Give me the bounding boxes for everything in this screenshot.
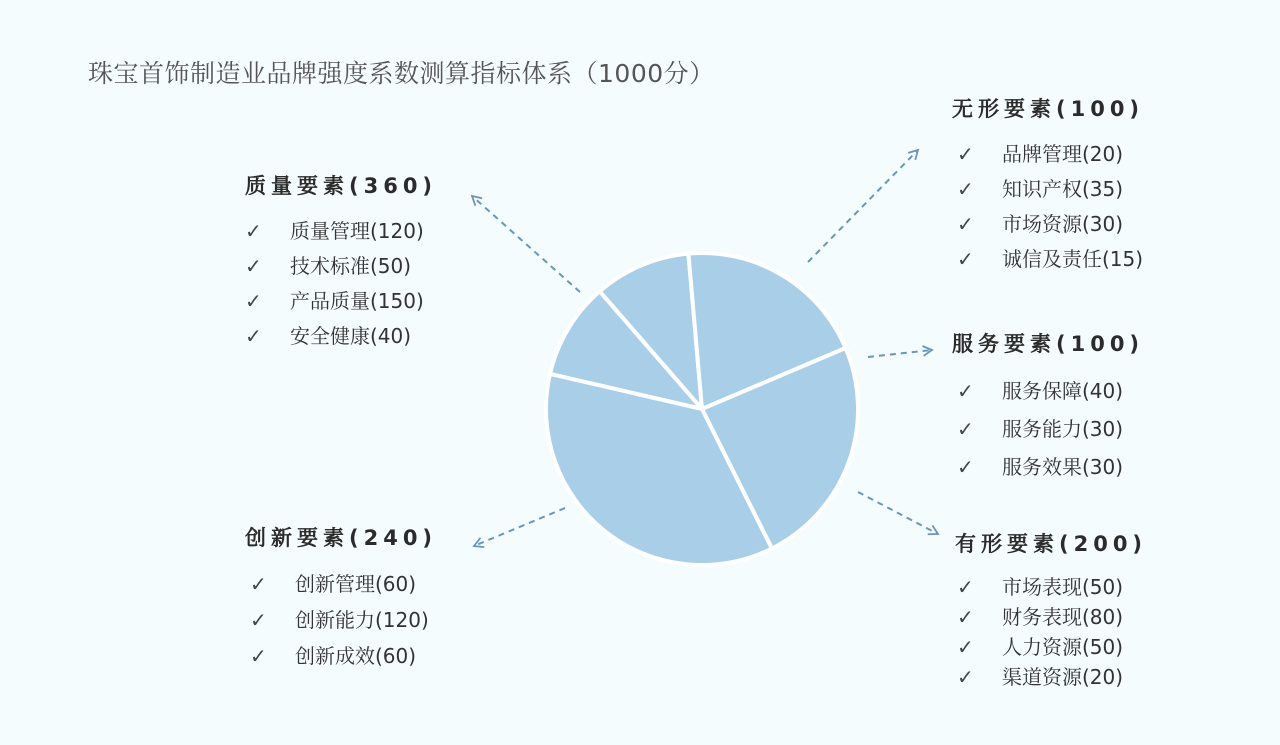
list-item: ✓ 人力资源(50) xyxy=(957,632,1147,662)
list-item: ✓ 市场表现(50) xyxy=(957,572,1147,602)
check-icon: ✓ xyxy=(957,635,974,659)
check-icon: ✓ xyxy=(245,289,262,313)
check-icon: ✓ xyxy=(245,324,262,348)
service-title: 服务要素(100) xyxy=(952,332,1145,356)
check-icon: ✓ xyxy=(957,575,974,599)
tangible-title: 有形要素(200) xyxy=(955,532,1148,556)
list-item: ✓ 质量管理(120) xyxy=(245,214,437,249)
chart-title: 珠宝首饰制造业品牌强度系数测算指标体系（1000分） xyxy=(88,59,715,88)
list-item: ✓ 市场资源(30) xyxy=(957,207,1144,242)
list-item: ✓ 渠道资源(20) xyxy=(957,662,1147,692)
check-icon: ✓ xyxy=(957,417,974,441)
list-item: ✓ 服务能力(30) xyxy=(957,410,1144,448)
check-icon: ✓ xyxy=(957,212,974,236)
list-item: ✓ 服务效果(30) xyxy=(957,448,1144,486)
list-item: ✓ 创新成效(60) xyxy=(250,638,437,674)
check-icon: ✓ xyxy=(957,665,974,689)
quality-title: 质量要素(360) xyxy=(245,174,438,198)
arrow-tangible xyxy=(858,492,938,534)
intangible-group xyxy=(952,93,1144,277)
list-item: ✓ 品牌管理(20) xyxy=(957,137,1144,172)
check-icon: ✓ xyxy=(245,219,262,243)
list-item: ✓ 技术标准(50) xyxy=(245,249,437,284)
arrow-innovation xyxy=(474,508,565,546)
arrow-service xyxy=(868,350,932,357)
arrow-quality xyxy=(472,196,580,292)
innovation-title: 创新要素(240) xyxy=(245,526,438,550)
list-item: ✓ 服务保障(40) xyxy=(957,372,1144,410)
list-item: ✓ 知识产权(35) xyxy=(957,172,1144,207)
check-icon: ✓ xyxy=(250,572,267,596)
quality-group xyxy=(245,170,437,354)
check-icon: ✓ xyxy=(957,177,974,201)
list-item: ✓ 产品质量(150) xyxy=(245,284,437,319)
check-icon: ✓ xyxy=(957,605,974,629)
service-group xyxy=(952,328,1144,486)
check-icon: ✓ xyxy=(957,142,974,166)
list-item: ✓ 财务表现(80) xyxy=(957,602,1147,632)
list-item: ✓ 安全健康(40) xyxy=(245,319,437,354)
list-item: ✓ 创新管理(60) xyxy=(250,566,437,602)
check-icon: ✓ xyxy=(957,247,974,271)
arrow-intangible xyxy=(808,150,918,262)
check-icon: ✓ xyxy=(957,455,974,479)
innovation-group xyxy=(245,522,437,674)
list-item: ✓ 诚信及责任(15) xyxy=(957,242,1144,277)
tangible-group xyxy=(955,528,1147,692)
check-icon: ✓ xyxy=(957,379,974,403)
list-item: ✓ 创新能力(120) xyxy=(250,602,437,638)
intangible-title: 无形要素(100) xyxy=(952,97,1145,121)
check-icon: ✓ xyxy=(250,644,267,668)
check-icon: ✓ xyxy=(250,608,267,632)
check-icon: ✓ xyxy=(245,254,262,278)
